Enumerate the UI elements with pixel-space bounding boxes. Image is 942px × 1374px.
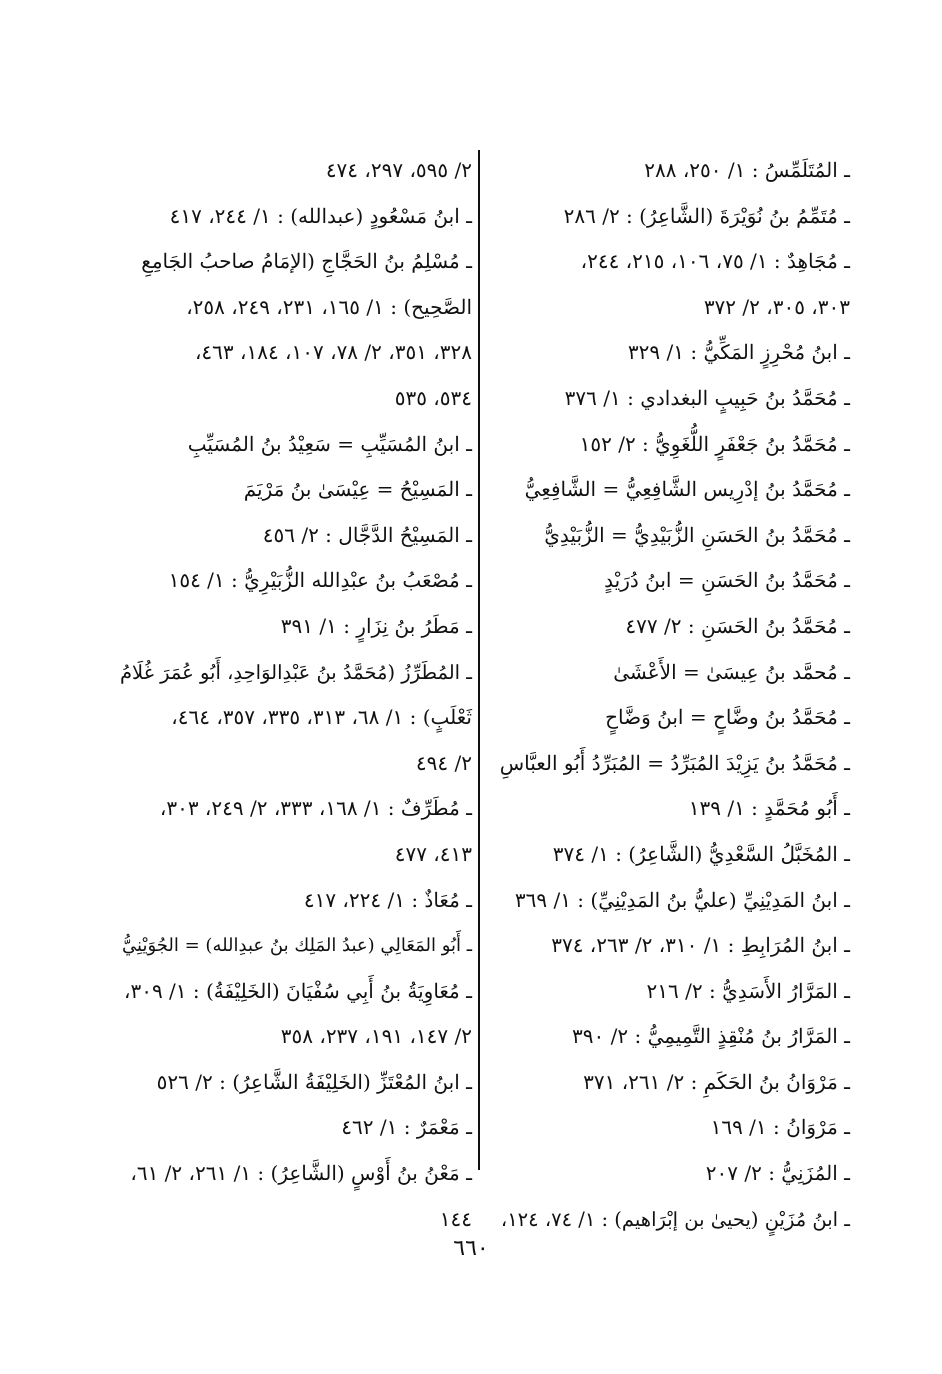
- index-column-left: [120, 148, 472, 1242]
- index-line: ـ المَسِيْحُ الدَّجَّال : ٢/ ٤٥٦: [262, 522, 472, 547]
- index-line: ـ مَعْنُ بنُ أَوْسٍ (الشَّاعِرُ) : ١/ ٢٦١، ٢/ ٦١،: [130, 1161, 472, 1186]
- index-line: ٣٠٣، ٣٠٥، ٢/ ٣٧٢: [703, 294, 850, 319]
- index-line: ـ المُخَبَّلُ السَّعْدِيُّ (الشَّاعِرُ) : ١/ ٣٧٤: [552, 841, 850, 866]
- index-line: ـ مُسْلِمُ بنُ الحَجَّاجِ (الإمَامُ صاحبُ الجَامِعِ: [141, 249, 472, 274]
- index-line: ـ مَرْوَانُ بنُ الحَكَمِ : ٢/ ٢٦١، ٣٧١: [583, 1069, 850, 1094]
- index-line: ـ أَبُو المَعَالِي (عبدُ المَلِك بنُ عبدِالله) = الجُوَيْنِيُّ: [122, 935, 472, 957]
- index-line: ـ مُعَاذٌ : ١/ ٢٢٤، ٤١٧: [303, 887, 472, 912]
- index-line: ـ ابنُ المُعْتَزِّ (الخَلِيْفَةُ الشَّاعِرُ) : ٢/ ٥٢٦: [156, 1069, 472, 1094]
- index-column-right: [494, 148, 850, 1242]
- index-line: ١٤٤: [439, 1206, 472, 1231]
- index-line: ـ مُعَاوِيَةُ بنُ أَبِي سُفْيَانَ (الخَلِيْفَةُ) : ١/ ٣٠٩،: [123, 978, 472, 1003]
- index-line: ـ المَرَّارُ بنُ مُنْقِذٍ التَّمِيمِيُّ : ٢/ ٣٩٠: [572, 1024, 850, 1049]
- index-line: ـ ابنُ المُرَابِطِ : ١/ ٣١٠، ٢/ ٢٦٣، ٣٧٤: [551, 933, 850, 958]
- index-line: ـ مُتَمِّمُ بنُ نُوَيْرَةَ (الشَّاعِرُ) : ٢/ ٢٨٦: [563, 203, 850, 228]
- index-line: ـ مَعْمَرٌ : ١/ ٤٦٢: [341, 1115, 472, 1140]
- index-line: ـ ابنُ مُزَيْنٍ (يحيىٰ بن إبْرَاهيم) : ١/ ٧٤، ١٢٤،: [500, 1207, 850, 1231]
- index-line: ـ مُحَمَّدُ بنُ الحَسَنِ : ٢/ ٤٧٧: [625, 613, 850, 638]
- index-line: ـ مُحَمَّدُ بنُ وضَّاحٍ = ابنُ وَضَّاحٍ: [605, 705, 850, 730]
- index-line: ٤١٣، ٤٧٧: [394, 841, 472, 866]
- index-line: ـ مُحَمَّدُ بنُ جَعْفَرٍ اللُّغَوِيُّ : ٢/ ١٥٢: [579, 431, 850, 456]
- index-line: ٢/ ٤٩٤: [415, 750, 472, 775]
- column-divider: [478, 150, 480, 1170]
- index-line: الصَّحِيح) : ١/ ١٦٥، ٢٣١، ٢٤٩، ٢٥٨،: [186, 294, 472, 319]
- index-line: ـ ابنُ المُسَيِّبِ = سَعِيْدُ بنُ المُسَيِّبِ: [187, 431, 472, 456]
- index-line: ـ مُطَرِّفٌ : ١/ ١٦٨، ٣٣٣، ٢/ ٢٤٩، ٣٠٣،: [159, 796, 472, 821]
- index-line: ـ ابنُ مُحْرِزٍ المَكِّيُّ : ١/ ٣٢٩: [627, 340, 850, 365]
- index-line: ـ المَسِيْحُ = عِيْسَىٰ بنُ مَرْيَمَ: [243, 477, 472, 502]
- index-line: ٣٢٨، ٣٥١، ٢/ ٧٨، ١٠٧، ١٨٤، ٤٦٣،: [194, 340, 472, 365]
- index-line: ـ المُطَرِّزُ (مُحَمَّدُ بنُ عَبْدِالوَاحِدِ، أَبُو عُمَرَ غُلَامُ: [119, 660, 472, 684]
- index-line: ـ مُجَاهِدٌ : ١/ ٧٥، ١٠٦، ٢١٥، ٢٤٤،: [580, 249, 850, 274]
- index-line: ـ مُحَمَّدُ بنُ الحَسَنِ الزُّبَيْدِيُّ = الزُّبَيْدِيُّ: [544, 522, 850, 547]
- index-line: ـ مُحَمَّدُ بنُ الحَسَنِ = ابنُ دُرَيْدٍ: [604, 568, 850, 593]
- index-line: ـ مُحَمَّدُ بنُ إدْرِيس الشَّافِعِيُّ = الشَّافِعِيُّ: [524, 477, 850, 502]
- index-line: ـ أَبُو مُحَمَّدٍ : ١/ ١٣٩: [688, 796, 850, 821]
- index-line: ـ مُحَمَّدُ بنُ يَزِيْدَ المُبَرِّدُ = المُبَرِّدُ أَبُو العبَّاسِ: [499, 750, 850, 775]
- index-line: ـ مَطَرُ بنُ نِزَارٍ : ١/ ٣٩١: [280, 613, 472, 638]
- index-line: ٢/ ٥٩٥، ٢٩٧، ٤٧٤: [325, 158, 472, 182]
- index-line: ـ المُزَنِيُّ : ٢/ ٢٠٧: [705, 1161, 850, 1186]
- index-line: ـ مُصْعَبُ بنُ عبْدِالله الزُّبَيْرِيُّ : ١/ ١٥٤: [168, 568, 472, 593]
- index-line: ـ المُتَلَمِّسُ : ١/ ٢٥٠، ٢٨٨: [644, 158, 850, 182]
- index-line: ـ المَرَّارُ الأَسَدِيُّ : ٢/ ٢١٦: [646, 978, 850, 1003]
- index-line: ـ مُحَمَّدُ بنُ حَبِيبٍ البغدادي : ١/ ٣٧٦: [564, 385, 850, 410]
- page-number: ٦٦٠: [453, 1236, 489, 1261]
- index-line: ـ ابنُ مَسْعُودٍ (عبدالله) : ١/ ٢٤٤، ٤١٧: [169, 203, 472, 228]
- index-line: ٢/ ١٤٧، ١٩١، ٢٣٧، ٣٥٨: [280, 1024, 472, 1049]
- index-line: ـ مَرْوَانُ : ١/ ١٦٩: [710, 1115, 850, 1140]
- index-line: ـ مُحمَّد بنُ عِيسَىٰ = الأَعْشَىٰ: [613, 659, 850, 684]
- index-line: ثَعْلَبٍ) : ١/ ٦٨، ٣١٣، ٣٣٥، ٣٥٧، ٤٦٤،: [171, 705, 472, 730]
- index-line: ٥٣٤، ٥٣٥: [394, 385, 472, 410]
- index-line: ـ ابنُ المَدِيْنِيِّ (عليُّ بنُ المَدِيْنِيِّ) : ١/ ٣٦٩: [514, 887, 850, 912]
